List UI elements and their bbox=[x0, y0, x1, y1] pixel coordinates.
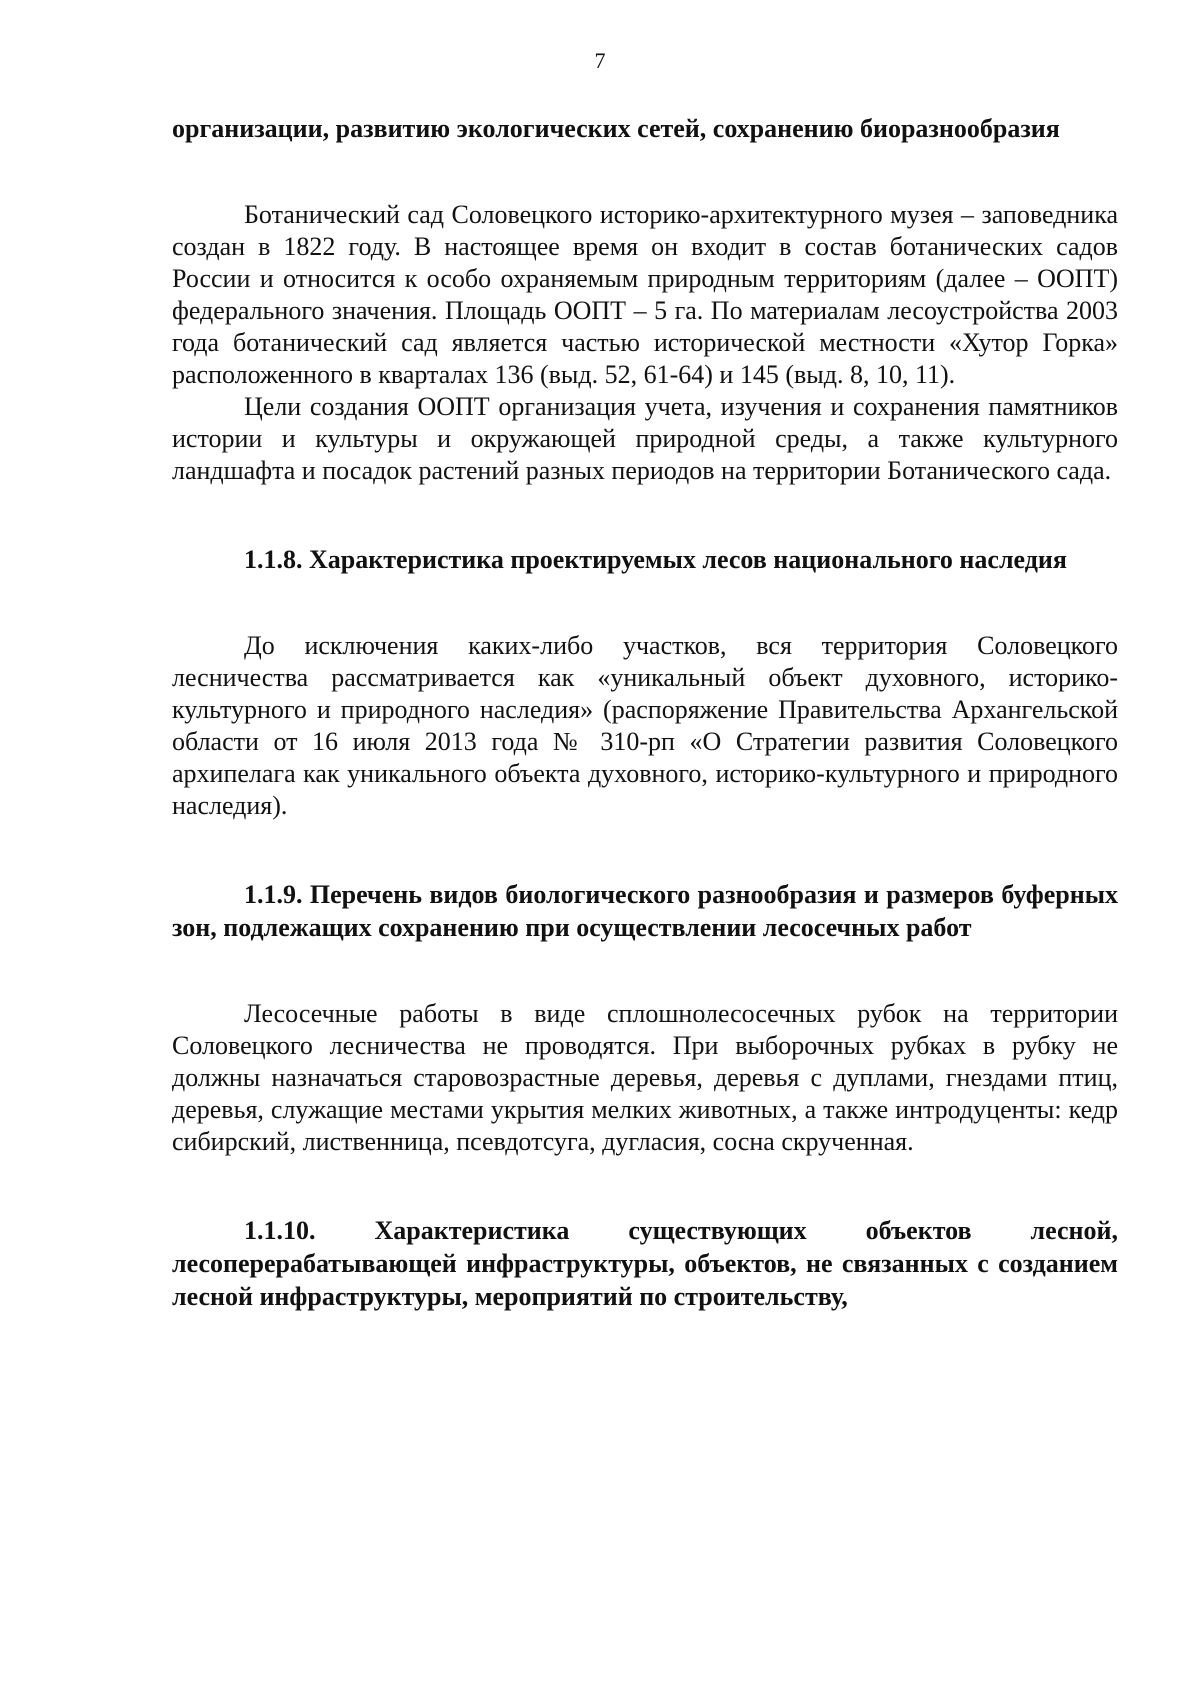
spacer bbox=[172, 1158, 1118, 1214]
spacer bbox=[172, 145, 1118, 199]
paragraph-logging-works: Лесосечные работы в виде сплошнолесосечных рубок на территории Соловецкого лесничества не проводятся. При выборочных рубках в рубку не должны назначаться старовозрастные деревья, деревья с дуплами, гнездами птиц, деревья, служащие местами укрытия мелких животных, а также интродуценты: кедр сибирский, лиственница, псевдотсуга, дугласия, сосна скрученная. bbox=[172, 999, 1118, 1156]
spacer bbox=[172, 822, 1118, 878]
section-heading-1-1-8: 1.1.8. Характеристика проектируемых лесов национального наследия bbox=[244, 545, 1067, 574]
section-heading-1-1-10: 1.1.10. Характеристика существующих объектов лесной, лесоперерабатывающей инфраструктуры, объектов, не связанных с созданием лесной инфраструктуры, мероприятий по строительству, bbox=[172, 1216, 1118, 1311]
document-body bbox=[172, 112, 1118, 1313]
section-heading-1-1-9: 1.1.9. Перечень видов биологического разнообразия и размеров буферных зон, подлежащих сохранению при осуществлении лесосечных работ bbox=[172, 880, 1118, 942]
spacer bbox=[172, 487, 1118, 543]
paragraph-botanical-garden: Ботанический сад Соловецкого историко-архитектурного музея – заповедника создан в 1822 году. В настоящее время он входит в состав ботанических садов России и относится к особо охраняемым природным территориям (далее – ООПТ) федерального значения. Площадь ООПТ – 5 га. По материалам лесоустройства 2003 года ботанический сад является частью исторической местности «Хутор Горка» расположенного в кварталах 136 (выд. 52, 61-64) и 145 (выд. 8, 10, 11). bbox=[172, 200, 1118, 389]
section-heading-continued: организации, развитию экологических сетей, сохранению биоразнообразия bbox=[172, 114, 1060, 143]
spacer bbox=[172, 576, 1118, 630]
spacer bbox=[172, 944, 1118, 998]
paragraph-national-heritage: До исключения каких-либо участков, вся территория Соловецкого лесничества рассматривается как «уникальный объект духовного, историко-культурного и природного наследия» (распоряжение Правительства Архангельской области от 16 июля 2013 года № 310-рп «О Стратегии развития Соловецкого архипелага как уникального объекта духовного, историко-культурного и природного наследия). bbox=[172, 631, 1118, 820]
paragraph-oopt-goals: Цели создания ООПТ организация учета, изучения и сохранения памятников истории и культуры и окружающей природной среды, а также культурного ландшафта и посадок растений разных периодов на территории Ботанического сада. bbox=[172, 392, 1118, 485]
page-number: 7 bbox=[594, 48, 606, 73]
